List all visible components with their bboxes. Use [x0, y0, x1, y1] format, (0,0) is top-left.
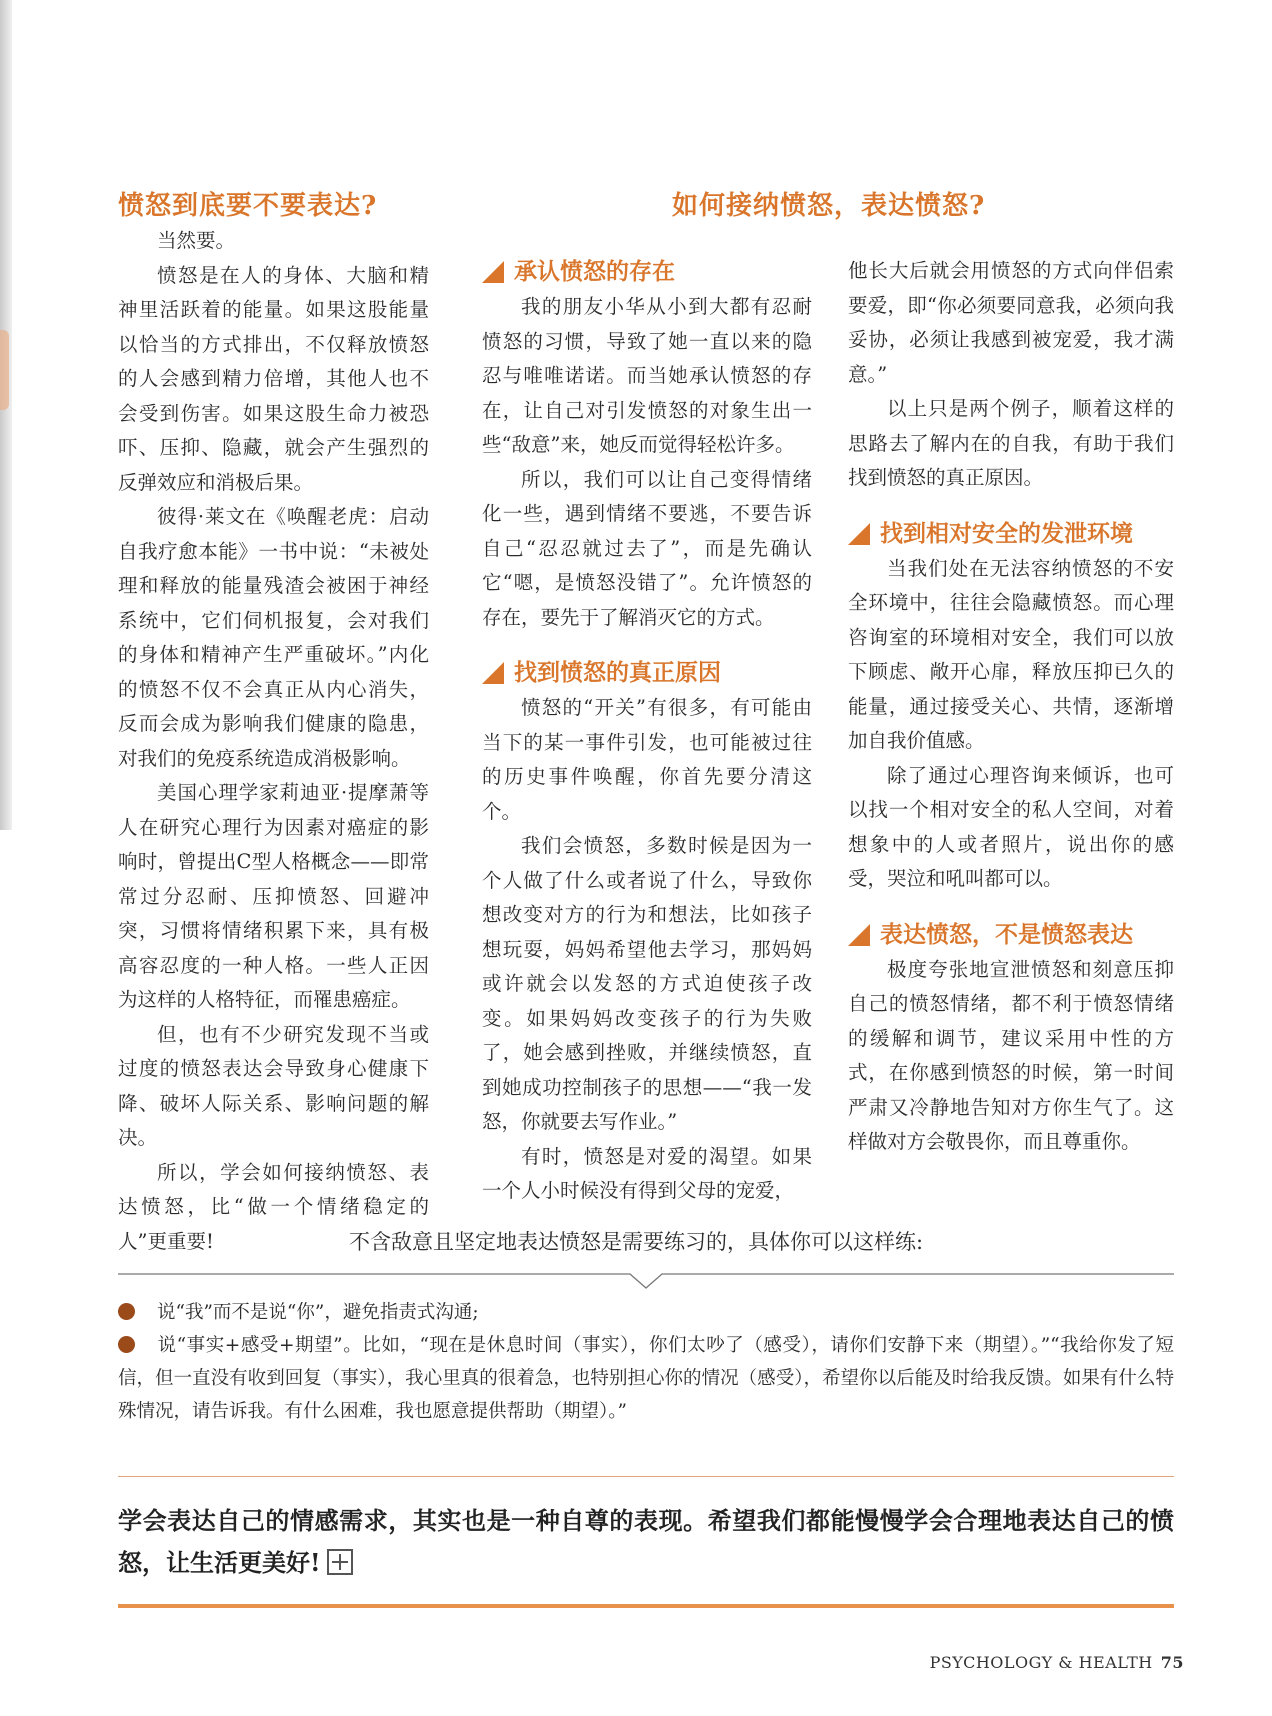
page-footer — [930, 1653, 1184, 1672]
section-heading-right: 如何接纳愤怒，表达愤怒? — [672, 191, 986, 221]
paragraph: 美国心理学家莉迪亚·提摩萧等人在研究心理行为因素对癌症的影响时，曾提出C型人格概念——即常常过分忍耐、压抑愤怒、回避冲突，习惯将情绪积累下来，具有极高容忍度的一种人格。一些人正因为这样的人格特征，而罹患癌症。 — [118, 781, 429, 1011]
middle-column — [482, 254, 812, 1209]
bullet-dot-icon — [118, 1336, 135, 1353]
practice-intro: 不含敌意且坚定地表达愤怒是需要练习的，具体你可以这样练: — [348, 1230, 924, 1254]
paragraph: 有时，愤怒是对爱的渴望。如果一个人小时候没有得到父母的宠爱， — [482, 1144, 812, 1202]
paragraph: 以上只是两个例子，顺着这样的思路去了解内在的自我，有助于我们找到愤怒的真正原因。 — [848, 397, 1174, 489]
paragraph: 彼得·莱文在《唤醒老虎：启动自我疗愈本能》一书中说：“未被处理和释放的能量残渣会被困于神经系统中，它们伺机报复，会对我们的身体和精神产生严重破坏。”内化的愤怒不仅不会真正从内心消失，反而会成为影响我们健康的隐患，对我们的免疫系统造成消极影响。 — [118, 505, 429, 770]
divider-line-thick — [118, 1604, 1174, 1608]
notched-divider — [118, 1268, 1174, 1292]
seal-stamp-icon — [327, 1549, 353, 1575]
list-item: 说“事实+感受+期望”。比如，“现在是休息时间（事实），你们太吵了（感受），请你们安静下来（期望）。”“我给你发了短信，但一直没有收到回复（事实），我心里真的很着急，也特别担心你的情况（感受），希望你以后能及时给我反馈。如果有什么特殊情况，请告诉我。有什么困难，我也愿意提供帮助（期望）。” — [118, 1335, 1174, 1422]
paragraph: 所以，学会如何接纳愤怒、表达愤怒，比“做一个情绪稳定的人”更重要! — [118, 1160, 429, 1253]
triangle-marker-icon — [482, 261, 504, 283]
right-column — [848, 254, 1174, 1160]
subsection-title: 承认愤怒的存在 — [482, 254, 812, 290]
triangle-marker-icon — [848, 924, 870, 946]
divider-line — [118, 1476, 1174, 1477]
page-number: 75 — [1160, 1653, 1184, 1672]
left-column — [118, 224, 429, 1259]
paragraph: 愤怒是在人的身体、大脑和精神里活跃着的能量。如果这股能量以恰当的方式排出，不仅释放愤怒的人会感到精力倍增，其他人也不会受到伤害。如果这股生命力被恐吓、压抑、隐藏，就会产生强烈的反弹效应和消极后果。 — [118, 263, 429, 494]
section-heading-left: 愤怒到底要不要表达? — [118, 191, 378, 221]
subsection-title: 找到相对安全的发泄环境 — [848, 516, 1174, 552]
subsection-title: 找到愤怒的真正原因 — [482, 655, 812, 691]
paragraph: 我们会愤怒，多数时候是因为一个人做了什么或者说了什么，导致你想改变对方的行为和想法，比如孩子想玩耍，妈妈希望他去学习，那妈妈或许就会以发怒的方式迫使孩子改变。如果妈妈改变孩子的行为失败了，她会感到挫败，并继续愤怒，直到她成功控制孩子的思想——“我一发怒，你就要去写作业。” — [482, 834, 812, 1133]
bullet-dot-icon — [118, 1303, 135, 1320]
photo-edge-strip — [0, 0, 12, 830]
paragraph: 极度夸张地宣泄愤怒和刻意压抑自己的愤怒情绪，都不利于愤怒情绪的缓解和调节，建议采用中性的方式，在你感到愤怒的时候，第一时间严肃又冷静地告知对方你生气了。这样做对方会敬畏你，而且尊重你。 — [848, 957, 1174, 1153]
triangle-marker-icon — [482, 662, 504, 684]
triangle-marker-icon — [848, 523, 870, 545]
paragraph: 我的朋友小华从小到大都有忍耐愤怒的习惯，导致了她一直以来的隐忍与唯唯诺诺。而当她承认愤怒的存在，让自己对引发愤怒的对象生出一些“敌意”来，她反而觉得轻松许多。 — [482, 295, 812, 456]
paragraph: 当然要。 — [157, 229, 236, 252]
closing-statement: 学会表达自己的情感需求，其实也是一种自尊的表现。希望我们都能慢慢学会合理地表达自己的愤怒，让生活更美好! — [118, 1506, 1174, 1577]
paragraph: 除了通过心理咨询来倾诉，也可以找一个相对安全的私人空间，对着想象中的人或者照片，说出你的感受，哭泣和吼叫都可以。 — [848, 763, 1174, 890]
paragraph: 愤怒的“开关”有很多，有可能由当下的某一事件引发，也可能被过往的历史事件唤醒，你首先要分清这个。 — [482, 696, 812, 823]
photo-edge-accent — [0, 330, 9, 410]
practice-list — [118, 1296, 1174, 1428]
paragraph: 但，也有不少研究发现不当或过度的愤怒表达会导致身心健康下降、破坏人际关系、影响问题的解决。 — [118, 1022, 429, 1149]
subsection-title: 表达愤怒，不是愤怒表达 — [848, 917, 1174, 953]
magazine-name: PSYCHOLOGY & HEALTH — [929, 1653, 1153, 1672]
list-item: 说“我”而不是说“你”，避免指责式沟通; — [118, 1296, 1174, 1329]
paragraph: 他长大后就会用愤怒的方式向伴侣索要爱，即“你必须要同意我，必须向我妥协，必须让我感到被宠爱，我才满意。” — [848, 259, 1174, 386]
paragraph: 当我们处在无法容纳愤怒的不安全环境中，往往会隐藏愤怒。而心理咨询室的环境相对安全，我们可以放下顾虑、敞开心扉，释放压抑已久的能量，通过接受关心、共情，逐渐增加自我价值感。 — [848, 556, 1174, 752]
paragraph: 所以，我们可以让自己变得情绪化一些，遇到情绪不要逃，不要告诉自己“忍忍就过去了”，而是先确认它“嗯，是愤怒没错了”。允许愤怒的存在，要先于了解消灭它的方式。 — [482, 467, 812, 629]
